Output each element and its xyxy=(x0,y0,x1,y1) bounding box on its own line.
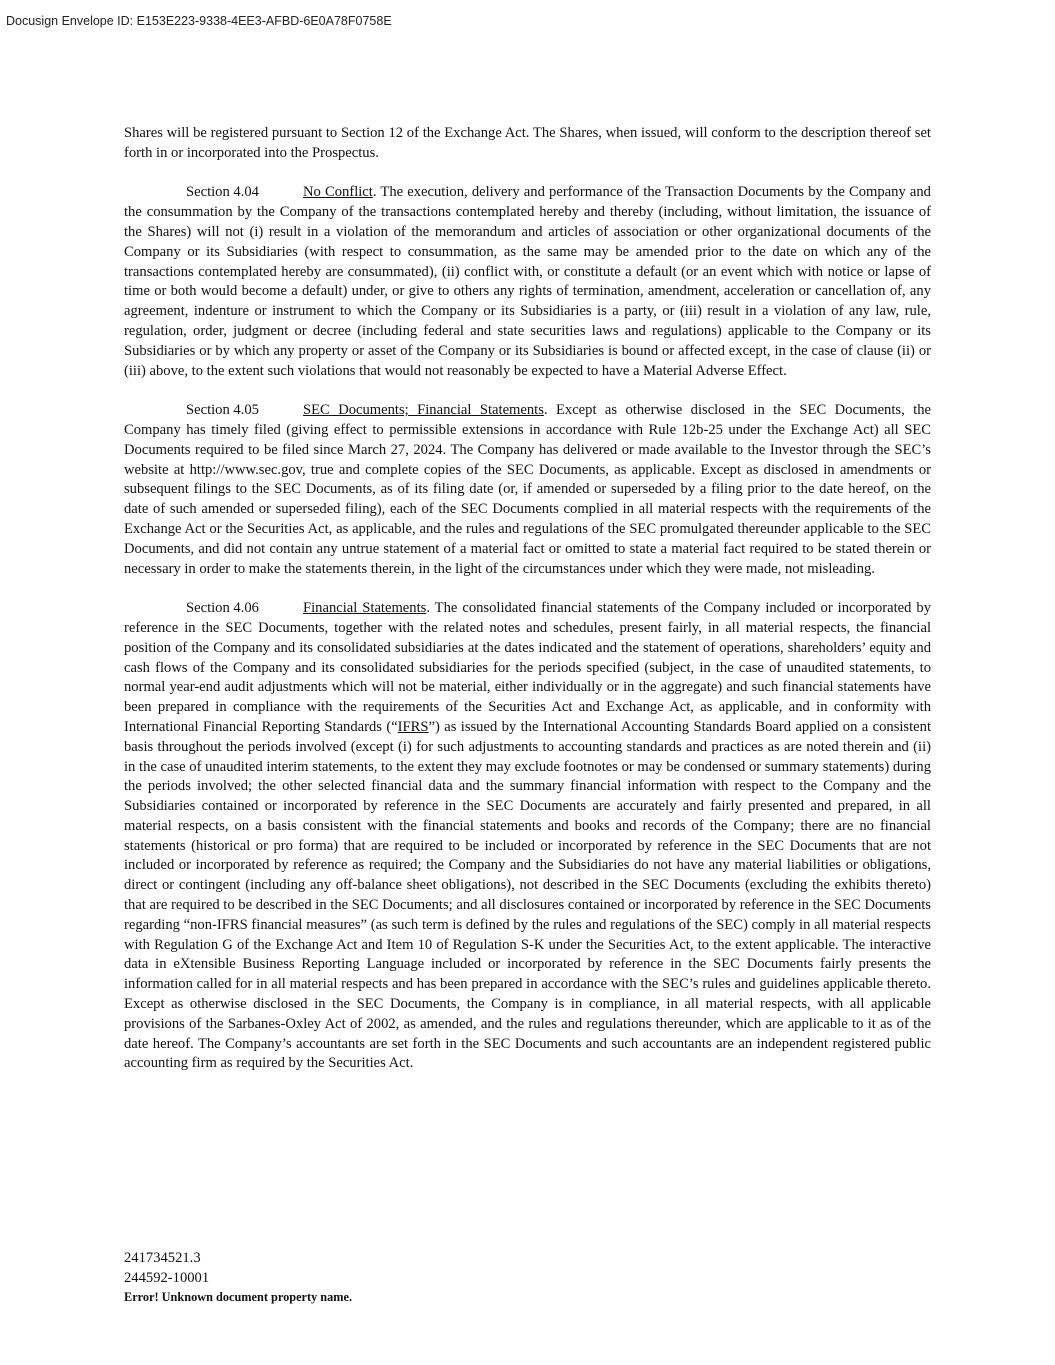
docusign-envelope-id: Docusign Envelope ID: E153E223-9338-4EE3-AFBD-6E0A78F0758E xyxy=(6,14,392,28)
section-4-04-text: . The execution, delivery and performance of the Transaction Documents by the Company and the consummation by the Company of the transactions contemplated hereby and thereby (including, without limitation, the issuance of the Shares) will not (i) result in a violation of the memorandum and articles of association or other organizational documents of the Company or its Subsidiaries (with respect to consummation, as the same may be amended prior to the date on which any of the transactions contemplated hereby are consummated), (ii) conflict with, or constitute a default (or an event which with notice or lapse of time or both would become a default) under, or give to others any rights of termination, amendment, acceleration or cancellation of, any agreement, indenture or instrument to which the Company or its Subsidiaries is a party, or (iii) result in a violation of any law, rule, regulation, order, judgment or decree (including federal and state securities laws and regulations) applicable to the Company or its Subsidiaries or by which any property or asset of the Company or its Subsidiaries is bound or affected except, in the case of clause (ii) or (iii) above, to the extent such violations that would not reasonably be expected to have a Material Adverse Effect. xyxy=(124,184,931,379)
document-footer xyxy=(124,1248,352,1306)
section-4-06-text-b: ”) as issued by the International Accounting Standards Board applied on a consistent basis throughout the periods involved (except (i) for such adjustments to accounting standards and practices as are noted therein and (ii) in the case of unaudited interim statements, to the extent they may exclude footnotes or may be condensed or summary statements) during the periods involved; the other selected financial data and the summary financial information with respect to the Company and the Subsidiaries contained or incorporated by reference in the SEC Documents are accurately and fairly presented and prepared, in all material respects, on a basis consistent with the financial statements and books and records of the Company; there are no financial statements (historical or pro forma) that are required to be included or incorporated by reference in the SEC Documents that are not included or incorporated by reference as required; the Company and the Subsidiaries do not have any material liabilities or obligations, direct or contingent (including any off-balance sheet obligations), not described in the SEC Documents (excluding the exhibits thereto) that are required to be described in the SEC Documents; and all disclosures contained or incorporated by reference in the SEC Documents regarding “non-IFRS financial measures” (as such term is defined by the rules and regulations of the SEC) comply in all material respects with Regulation G of the Exchange Act and Item 10 of Regulation S-K under the Securities Act, to the extent applicable. The interactive data in eXtensible Business Reporting Language included or incorporated by reference in the SEC Documents fairly presents the information called for in all material respects and has been prepared in accordance with the SEC’s rules and guidelines applicable thereto. Except as otherwise disclosed in the SEC Documents, the Company is in compliance, in all material respects, with all applicable provisions of the Sarbanes-Oxley Act of 2002, as amended, and the rules and regulations thereunder, which are applicable to it as of the date hereof. The Company’s accountants are set forth in the SEC Documents and such accountants are an independent registered public accounting firm as required by the Securities Act. xyxy=(124,718,931,1072)
section-4-06-title: Financial Statements xyxy=(303,600,427,617)
section-4-04-title: No Conflict xyxy=(303,184,373,201)
paragraph-shares-registration: Shares will be registered pursuant to Section 12 of the Exchange Act. The Shares, when issued, will conform to the description thereof set forth in or incorporated into the Prospectus. xyxy=(124,125,931,161)
section-4-05-title: SEC Documents; Financial Statements xyxy=(303,402,544,419)
section-4-05-text: . Except as otherwise disclosed in the SEC Documents, the Company has timely filed (giving effect to permissible extensions in accordance with Rule 12b-25 under the Exchange Act) all SEC Documents required to be filed since March 27, 2024. The Company has delivered or made available to the Investor through the SEC’s website at http://www.sec.gov, true and complete copies of the SEC Documents, as applicable. Except as disclosed in amendments or subsequent filings to the SEC Documents, as of its filing date (or, if amended or superseded by a filing prior to the date hereof, on the date of such amended or superseded filing), each of the SEC Documents complied in all material respects with the requirements of the Exchange Act or the Securities Act, as applicable, and the rules and regulations of the SEC promulgated thereunder applicable to the SEC Documents, and did not contain any untrue statement of a material fact or omitted to state a material fact required to be stated therein or necessary in order to make the statements therein, in the light of the circumstances under which they were made, not misleading. xyxy=(124,402,931,577)
section-4-06-label: Section 4.06 xyxy=(186,600,259,617)
section-4-05-sec-documents xyxy=(124,401,931,579)
section-4-04-no-conflict xyxy=(124,183,931,381)
section-4-05-label: Section 4.05 xyxy=(186,402,259,419)
document-body xyxy=(124,124,931,1074)
footer-error-text: Error! Unknown document property name. xyxy=(124,1290,353,1304)
section-4-06-text-a: . The consolidated financial statements of the Company included or incorporated by reference in the SEC Documents, together with the related notes and schedules, present fairly, in all material respects, the financial position of the Company and its consolidated subsidiaries at the dates indicated and the statement of operations, shareholders’ equity and cash flows of the Company and its consolidated subsidiaries for the periods specified (subject, in the case of unaudited statements, to normal year-end audit adjustments which will not be material, either individually or in the aggregate) and such financial statements have been prepared in compliance with the requirements of the Securities Act and Exchange Act, as applicable, and in conformity with International Financial Reporting Standards (“ xyxy=(124,600,931,735)
section-4-06-financial-statements xyxy=(124,599,931,1074)
footer-doc-number: 241734521.3 xyxy=(124,1250,201,1266)
ifrs-defined-term: IFRS xyxy=(397,718,429,735)
section-4-04-label: Section 4.04 xyxy=(186,184,259,201)
footer-matter-number: 244592-10001 xyxy=(124,1270,210,1286)
